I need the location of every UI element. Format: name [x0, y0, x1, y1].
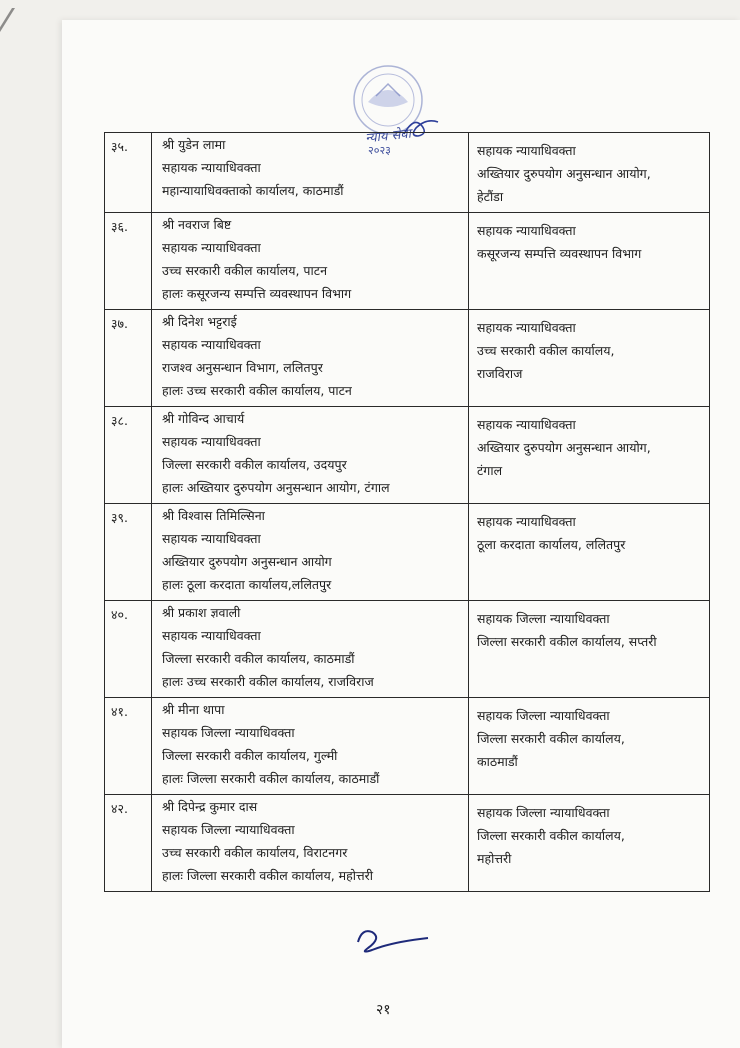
entry-number: ३९.: [105, 504, 152, 601]
new-posting-cell: [469, 504, 710, 601]
current-position-cell: [152, 310, 469, 407]
person-detail-line: हालः अख्तियार दुरुपयोग अनुसन्धान आयोग, टंगाल: [162, 480, 390, 495]
person-detail-line: सहायक न्यायाधिवक्ता: [162, 434, 261, 449]
new-posting-cell: [469, 310, 710, 407]
posting-line: उच्च सरकारी वकील कार्यालय,: [477, 343, 615, 358]
posting-line: जिल्ला सरकारी वकील कार्यालय, सप्तरी: [477, 634, 657, 649]
person-detail-line: सहायक न्यायाधिवक्ता: [162, 531, 261, 546]
person-detail-line: सहायक न्यायाधिवक्ता: [162, 337, 261, 352]
posting-line: सहायक न्यायाधिवक्ता: [477, 514, 576, 529]
table-row: [105, 504, 710, 601]
posting-line: जिल्ला सरकारी वकील कार्यालय,: [477, 828, 625, 843]
entry-number: ३७.: [105, 310, 152, 407]
person-name: श्री प्रकाश ज्ञवाली: [162, 605, 241, 620]
person-detail-line: हालः जिल्ला सरकारी वकील कार्यालय, महोत्तरी: [162, 868, 373, 883]
person-name: श्री मीना थापा: [162, 702, 225, 717]
person-detail-line: राजश्व अनुसन्धान विभाग, ललितपुर: [162, 360, 323, 375]
entry-number: ४१.: [105, 698, 152, 795]
table-row: [105, 133, 710, 213]
person-name: श्री दिनेश भट्टराई: [162, 314, 237, 329]
person-name: श्री नवराज बिष्ट: [162, 217, 232, 232]
table-row: [105, 601, 710, 698]
posting-line: सहायक न्यायाधिवक्ता: [477, 143, 576, 158]
bottom-signature: [352, 922, 432, 962]
person-detail-line: जिल्ला सरकारी वकील कार्यालय, उदयपुर: [162, 457, 347, 472]
person-detail-line: जिल्ला सरकारी वकील कार्यालय, काठमाडौं: [162, 651, 355, 666]
person-detail-line: हालः उच्च सरकारी वकील कार्यालय, पाटन: [162, 383, 352, 398]
posting-line: महोत्तरी: [477, 851, 512, 866]
person-detail-line: अख्तियार दुरुपयोग अनुसन्धान आयोग: [162, 554, 332, 569]
new-posting-cell: [469, 407, 710, 504]
person-detail-line: उच्च सरकारी वकील कार्यालय, पाटन: [162, 263, 328, 278]
person-name: श्री गोविन्द आचार्य: [162, 411, 245, 426]
person-detail-line: महान्यायाधिवक्ताको कार्यालय, काठमाडौं: [162, 183, 344, 198]
posting-line: कसूरजन्य सम्पत्ति व्यवस्थापन विभाग: [477, 246, 642, 261]
posting-line: टंगाल: [477, 463, 503, 478]
posting-line: राजविराज: [477, 366, 523, 381]
posting-line: अख्तियार दुरुपयोग अनुसन्धान आयोग,: [477, 440, 651, 455]
person-detail-line: सहायक न्यायाधिवक्ता: [162, 240, 261, 255]
current-position-cell: [152, 504, 469, 601]
appointment-table: [104, 132, 710, 892]
posting-line: सहायक न्यायाधिवक्ता: [477, 417, 576, 432]
current-position-cell: [152, 601, 469, 698]
person-detail-line: सहायक जिल्ला न्यायाधिवक्ता: [162, 725, 295, 740]
posting-line: सहायक जिल्ला न्यायाधिवक्ता: [477, 805, 610, 820]
posting-line: सहायक न्यायाधिवक्ता: [477, 320, 576, 335]
entry-number: ४२.: [105, 795, 152, 892]
table-row: [105, 310, 710, 407]
person-detail-line: सहायक न्यायाधिवक्ता: [162, 628, 261, 643]
person-detail-line: जिल्ला सरकारी वकील कार्यालय, गुल्मी: [162, 748, 338, 763]
new-posting-cell: [469, 601, 710, 698]
table-row: [105, 795, 710, 892]
person-detail-line: सहायक न्यायाधिवक्ता: [162, 160, 261, 175]
posting-line: सहायक जिल्ला न्यायाधिवक्ता: [477, 708, 610, 723]
table-row: [105, 213, 710, 310]
person-detail-line: हालः ठूला करदाता कार्यालय,ललितपुर: [162, 577, 332, 592]
person-name: श्री युडेन लामा: [162, 137, 226, 152]
entry-number: ३६.: [105, 213, 152, 310]
seal-text: न्याय सेवा: [364, 126, 412, 147]
current-position-cell: [152, 213, 469, 310]
person-detail-line: उच्च सरकारी वकील कार्यालय, विराटनगर: [162, 845, 348, 860]
person-detail-line: हालः उच्च सरकारी वकील कार्यालय, राजविराज: [162, 674, 374, 689]
person-name: श्री विश्वास तिमिल्सिना: [162, 508, 265, 523]
new-posting-cell: [469, 213, 710, 310]
current-position-cell: [152, 795, 469, 892]
person-detail-line: हालः जिल्ला सरकारी वकील कार्यालय, काठमाडौं: [162, 771, 380, 786]
current-position-cell: [152, 133, 469, 213]
posting-line: ठूला करदाता कार्यालय, ललितपुर: [477, 537, 626, 552]
person-detail-line: हालः कसूरजन्य सम्पत्ति व्यवस्थापन विभाग: [162, 286, 352, 301]
posting-line: सहायक जिल्ला न्यायाधिवक्ता: [477, 611, 610, 626]
page-number: २१: [376, 1002, 391, 1018]
current-position-cell: [152, 407, 469, 504]
entry-number: ३८.: [105, 407, 152, 504]
person-name: श्री दिपेन्द्र कुमार दास: [162, 799, 258, 814]
person-detail-line: सहायक जिल्ला न्यायाधिवक्ता: [162, 822, 295, 837]
posting-line: हेटौंडा: [477, 189, 504, 204]
posting-line: जिल्ला सरकारी वकील कार्यालय,: [477, 731, 625, 746]
posting-line: सहायक न्यायाधिवक्ता: [477, 223, 576, 238]
current-position-cell: [152, 698, 469, 795]
posting-line: काठमाडौं: [477, 754, 518, 769]
posting-line: अख्तियार दुरुपयोग अनुसन्धान आयोग,: [477, 166, 651, 181]
table-row: [105, 407, 710, 504]
new-posting-cell: [469, 133, 710, 213]
entry-number: ३५.: [105, 133, 152, 213]
seal-year: २०२३: [368, 144, 391, 157]
table-row: [105, 698, 710, 795]
new-posting-cell: [469, 698, 710, 795]
entry-number: ४०.: [105, 601, 152, 698]
new-posting-cell: [469, 795, 710, 892]
